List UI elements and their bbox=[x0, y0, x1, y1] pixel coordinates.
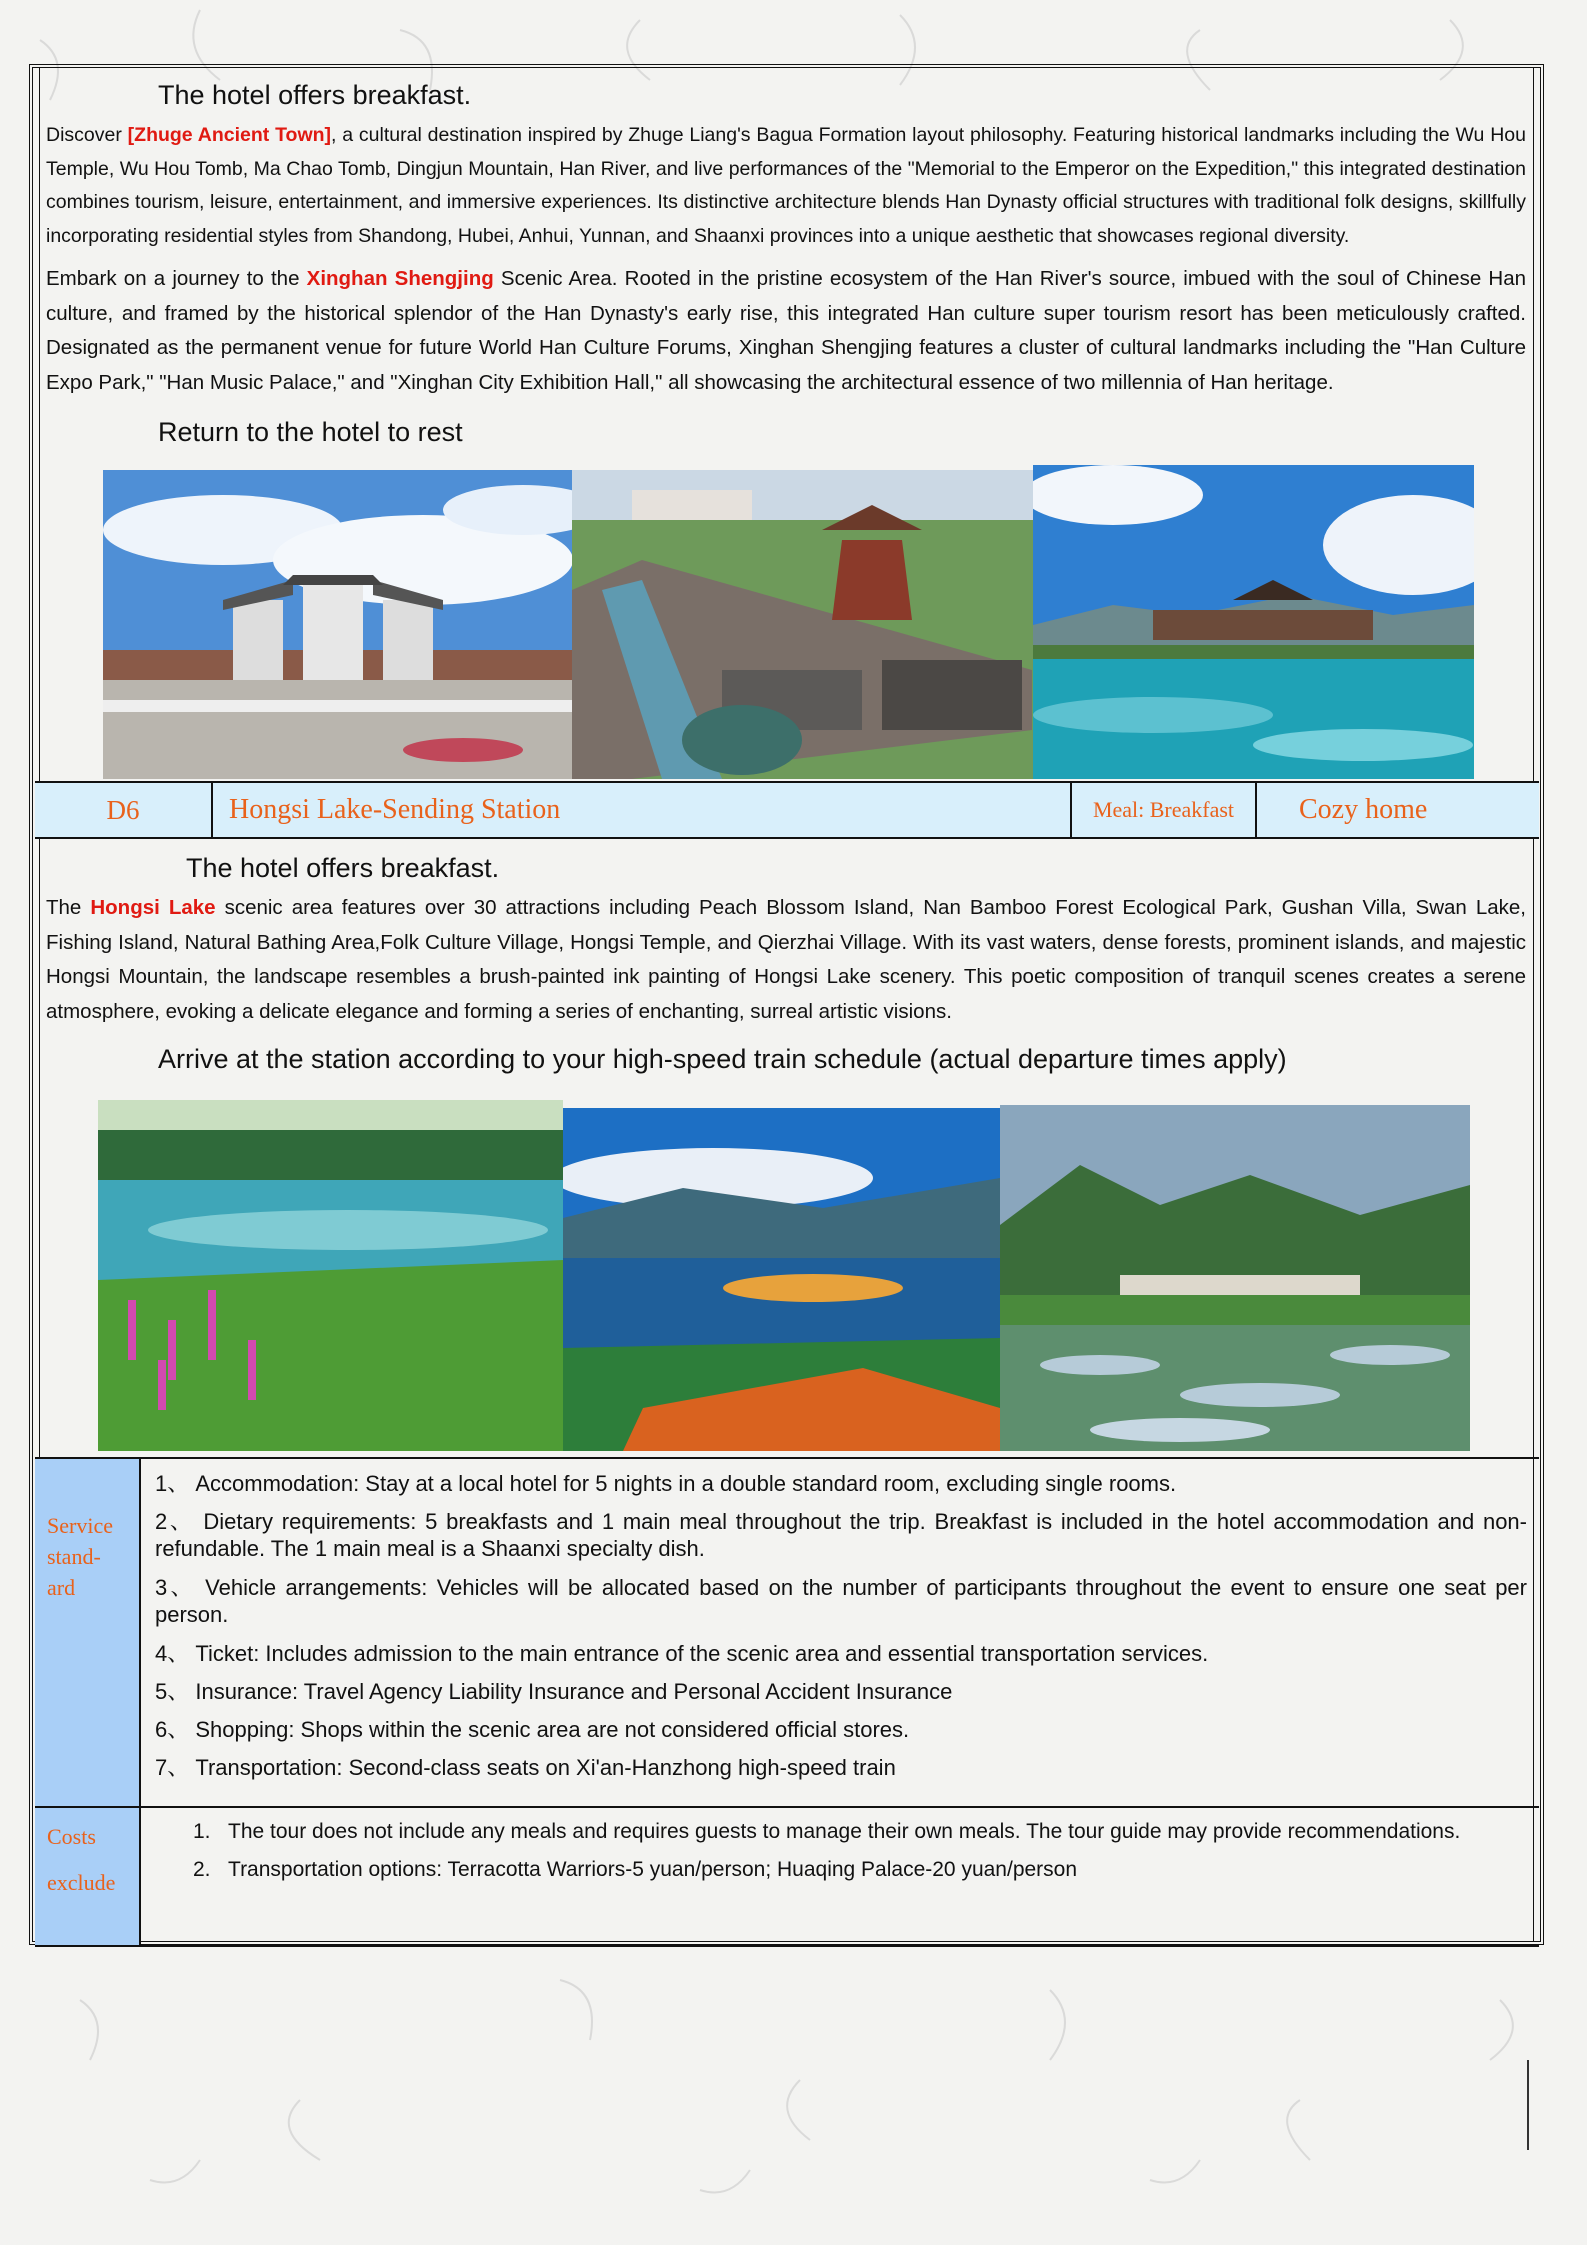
zhuge-paragraph bbox=[46, 119, 1526, 253]
service-item-7: 7、 Transportation: Second-class seats on Xi'an-Hanzhong high-speed train bbox=[155, 1755, 896, 1780]
service-label bbox=[35, 1459, 141, 1806]
day-hotel: Cozy home bbox=[1299, 794, 1428, 825]
costs-item-1: 1. The tour does not include any meals and requires guests to manage their own meals. The tour guide may provide recommendations. bbox=[193, 1820, 1461, 1843]
photo-lake-palace bbox=[1033, 465, 1474, 779]
service-item-2: 2、 Dietary requirements: 5 breakfasts and 1 main meal throughout the trip. Breakfast is included in the hotel accommodation and non-refundable. The 1 main meal is a Shaanxi specialty dish. bbox=[155, 1509, 1527, 1561]
zhuge-text-after: , a cultural destination inspired by Zhuge Liang's Bagua Formation layout philosophy. Featuring historical landmarks including the Wu Hou Temple, Wu Hou Tomb, Ma Chao Tomb, Dingjun Mountain, Han River, and live performances of the "Memorial to the Emperor on the Expedition," this integrated destination combines tourism, leisure, entertainment, and immersive experiences. Its distinctive architecture blends Han Dynasty official structures with traditional folk designs, skillfully incorporating residential styles from Shandong, Hubei, Anhui, Yunnan, and Shaanxi provinces into a unique aesthetic that showcases regional diversity. bbox=[46, 124, 1526, 247]
return-line: Return to the hotel to rest bbox=[158, 417, 463, 447]
photo-ancient-town-aerial bbox=[572, 470, 1033, 779]
service-item-6: 6、 Shopping: Shops within the scenic area are not considered official stores. bbox=[155, 1717, 910, 1742]
day-number: D6 bbox=[35, 783, 213, 837]
service-item-5: 5、 Insurance: Travel Agency Liability Insurance and Personal Accident Insurance bbox=[155, 1679, 953, 1704]
service-label-line-3: ard bbox=[47, 1575, 76, 1600]
photo-lakeshore-flowers bbox=[98, 1100, 563, 1451]
service-item-1: 1、 Accommodation: Stay at a local hotel for 5 nights in a double standard room, excluding single rooms. bbox=[155, 1471, 1177, 1496]
day-meal: Meal: Breakfast bbox=[1072, 783, 1257, 837]
breakfast-line-d6: The hotel offers breakfast. bbox=[186, 853, 500, 883]
photo-mountain-village-lake bbox=[1000, 1105, 1470, 1451]
costs-exclude-section bbox=[35, 1806, 1539, 1947]
hongsi-text-before: The bbox=[46, 896, 91, 919]
xinghan-paragraph bbox=[46, 262, 1526, 400]
photo-han-gate bbox=[103, 470, 572, 779]
service-label-line-1: Service bbox=[47, 1513, 113, 1538]
service-item-4: 4、 Ticket: Includes admission to the main entrance of the scenic area and essential transportation services. bbox=[155, 1641, 1209, 1666]
breakfast-line-top: The hotel offers breakfast. bbox=[158, 80, 472, 110]
hongsi-paragraph bbox=[46, 891, 1526, 1029]
costs-label-line-2: exclude bbox=[47, 1870, 116, 1895]
zhuge-highlight: [Zhuge Ancient Town] bbox=[127, 124, 332, 146]
hongsi-text-after: scenic area features over 30 attractions including Peach Blossom Island, Nan Bamboo Forest Ecological Park, Gushan Villa, Swan Lake, Fishing Island, Natural Bathing Area,Folk Culture Village, Hongsi Temple, and Qierzhai Village. With its vast waters, dense forests, prominent islands, and majestic Hongsi Mountain, the landscape resembles a brush-painted ink painting of Hongsi Lake scenery. This poetic composition of tranquil scenes creates a serene atmosphere, evoking a delicate elegance and forming a series of enchanting, surreal artistic visions. bbox=[46, 896, 1526, 1023]
zhuge-text-before: Discover bbox=[46, 124, 128, 146]
costs-label-line-1: Costs bbox=[47, 1824, 96, 1849]
xinghan-text-after: Scenic Area. Rooted in the pristine ecosystem of the Han River's source, imbued with the soul of Chinese Han culture, and framed by the historical splendor of the Han Dynasty's early rise, this integrated Han culture super tourism resort has been meticulously crafted. Designated as the permanent venue for future World Han Culture Forums, Xinghan Shengjing features a cluster of cultural landmarks including the "Han Culture Expo Park," "Han Music Palace," and "Xinghan City Exhibition Hall," all showcasing the architectural essence of two millennia of Han heritage. bbox=[46, 267, 1526, 394]
day-route: Hongsi Lake-Sending Station bbox=[213, 783, 1072, 837]
hongsi-highlight: Hongsi Lake bbox=[90, 896, 216, 919]
day-row-d6 bbox=[35, 781, 1539, 839]
xinghan-highlight: Xinghan Shengjing bbox=[306, 267, 494, 290]
costs-item-2: 2. Transportation options: Terracotta Warriors-5 yuan/person; Huaqing Palace-20 yuan/person bbox=[193, 1858, 1078, 1881]
arrive-line: Arrive at the station according to your high-speed train schedule (actual departure times apply) bbox=[158, 1044, 1287, 1074]
xinghan-text-before: Embark on a journey to the bbox=[46, 267, 307, 290]
costs-label bbox=[35, 1808, 141, 1945]
service-standard-section bbox=[35, 1457, 1539, 1806]
service-item-3: 3、 Vehicle arrangements: Vehicles will be allocated based on the number of participants throughout the event to ensure one seat per person. bbox=[155, 1575, 1527, 1627]
service-label-line-2: stand- bbox=[47, 1544, 101, 1569]
photo-lake-island bbox=[563, 1108, 1000, 1451]
